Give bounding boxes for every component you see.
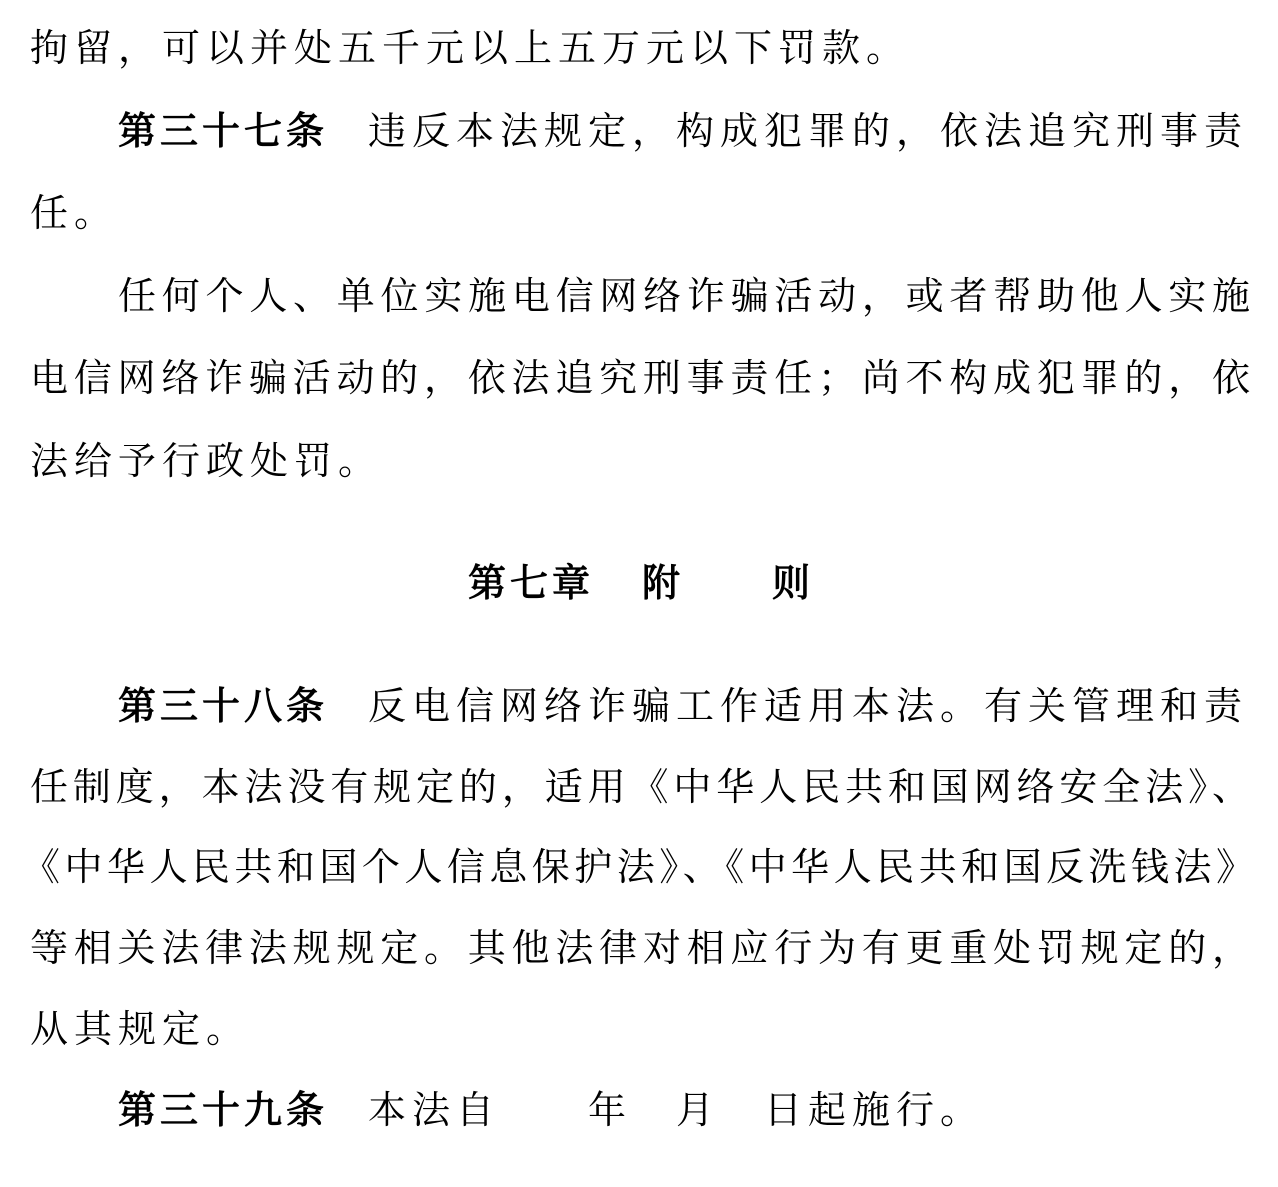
article-38-title: 第三十八条 <box>118 684 329 728</box>
article-39-title: 第三十九条 <box>118 1088 329 1132</box>
article-38-line <box>118 676 1250 736</box>
article-37-title: 第三十七条 <box>118 109 329 153</box>
text-line <box>30 431 1250 491</box>
chapter-title-char-2: 则 <box>772 561 811 605</box>
text-line <box>30 183 1250 243</box>
article-37-line <box>118 101 1250 161</box>
text-line <box>30 18 1250 78</box>
text-line <box>30 999 1250 1059</box>
chapter-number: 第七章 <box>467 561 594 605</box>
paragraph-text: 任。 <box>30 191 119 235</box>
paragraph-text: 违反本法规定，构成犯罪的，依法追究刑事责 <box>368 109 1249 153</box>
article-39-line <box>118 1080 1250 1140</box>
paragraph-text: 本法自 年 月 日起施行。 <box>368 1088 985 1132</box>
paragraph-text: 法给予行政处罚。 <box>30 439 383 483</box>
text-line: 任制度，本法没有规定的，适用《中华人民共和国网络安全法》、 <box>30 765 1250 809</box>
text-line: 电信网络诈骗活动的，依法追究刑事责任；尚不构成犯罪的，依 <box>30 356 1250 400</box>
paragraph-text: 从其规定。 <box>30 1007 251 1051</box>
paragraph-text: 反电信网络诈骗工作适用本法。有关管理和责 <box>368 684 1249 728</box>
chapter-heading <box>0 553 1278 613</box>
chapter-title-char-1: 附 <box>641 561 680 605</box>
text-line: 任何个人、单位实施电信网络诈骗活动，或者帮助他人实施 <box>118 274 1250 318</box>
paragraph-text: 拘留，可以并处五千元以上五万元以下罚款。 <box>30 26 911 70</box>
text-line: 《中华人民共和国个人信息保护法》、《中华人民共和国反洗钱法》 <box>22 845 1254 889</box>
text-line: 等相关法律法规规定。其他法律对相应行为有更重处罚规定的， <box>30 926 1250 970</box>
